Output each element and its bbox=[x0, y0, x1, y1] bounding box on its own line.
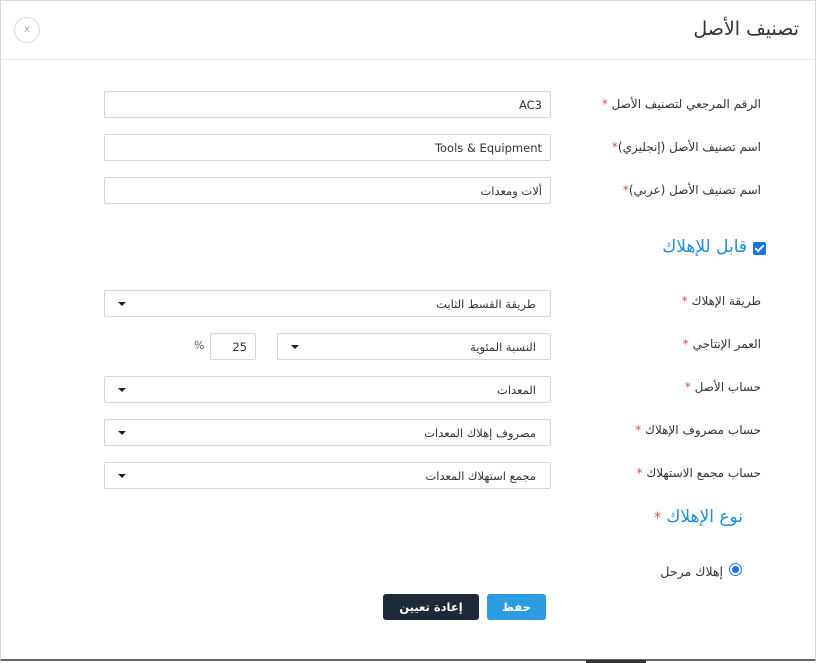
accum-account-label bbox=[637, 466, 761, 480]
chevron-down-icon bbox=[291, 345, 299, 349]
name-ar-input[interactable]: ألات ومعدات bbox=[104, 177, 551, 204]
close-icon[interactable]: x bbox=[14, 17, 40, 43]
chevron-down-icon bbox=[118, 388, 126, 392]
ref-input[interactable]: AC3 bbox=[104, 91, 551, 118]
accum-account-value: مجمع استهلاك المعدات bbox=[425, 469, 536, 483]
chevron-down-icon bbox=[118, 302, 126, 306]
life-type-value: النسبة المئوية bbox=[470, 340, 536, 354]
required-mark: * bbox=[681, 294, 688, 308]
asset-account-select[interactable] bbox=[104, 376, 551, 403]
chevron-down-icon bbox=[118, 474, 126, 478]
accum-account-select[interactable] bbox=[104, 462, 551, 489]
method-select-value: طريقة القسط الثابت bbox=[436, 297, 536, 311]
dep-type-radio[interactable] bbox=[729, 563, 742, 576]
method-label-text: طريقة الإهلاك bbox=[691, 294, 761, 308]
required-mark: * bbox=[601, 97, 608, 111]
modal-title: تصنيف الأصل bbox=[693, 18, 799, 40]
name-en-label bbox=[612, 140, 761, 154]
required-mark: * bbox=[622, 183, 629, 197]
method-label bbox=[682, 294, 761, 308]
save-button[interactable]: حفظ bbox=[487, 594, 546, 620]
dep-type-option-label: إهلاك مرحل bbox=[660, 564, 723, 579]
name-ar-label-text: اسم تصنيف الأصل (عربي) bbox=[628, 183, 761, 197]
chevron-down-icon bbox=[118, 431, 126, 435]
ref-label bbox=[602, 97, 761, 111]
expense-account-select[interactable] bbox=[104, 419, 551, 446]
name-ar-label bbox=[623, 183, 761, 197]
depreciable-label: قابل للإهلاك bbox=[662, 237, 747, 257]
name-en-input[interactable]: Tools & Equipment bbox=[104, 134, 551, 161]
dep-type-title bbox=[654, 507, 743, 527]
required-mark: * bbox=[611, 140, 618, 154]
percent-sign: % bbox=[194, 339, 205, 352]
asset-account-value: المعدات bbox=[497, 383, 536, 397]
ref-label-text: الرقم المرجعي لتصنيف الأصل bbox=[611, 97, 761, 111]
expense-account-label-text: حساب مصروف الإهلاك bbox=[645, 423, 761, 437]
depreciable-checkbox[interactable] bbox=[753, 242, 766, 255]
expense-account-label bbox=[635, 423, 761, 437]
accum-account-label-text: حساب مجمع الاستهلاك bbox=[646, 466, 761, 480]
asset-account-label-text: حساب الأصل bbox=[694, 380, 761, 394]
required-mark: * bbox=[636, 466, 643, 480]
modal-header bbox=[1, 1, 815, 60]
required-mark: * bbox=[635, 423, 642, 437]
required-mark: * bbox=[682, 337, 689, 351]
expense-account-value: مصروف إهلاك المعدات bbox=[424, 426, 536, 440]
life-label-text: العمر الإنتاجي bbox=[692, 337, 761, 351]
life-label bbox=[683, 337, 761, 351]
life-number-input[interactable]: 25 bbox=[210, 333, 256, 360]
dep-type-title-text: نوع الإهلاك bbox=[666, 507, 743, 527]
reset-button[interactable]: إعادة تعيين bbox=[383, 594, 479, 620]
life-type-select[interactable] bbox=[277, 333, 551, 360]
required-mark: * bbox=[684, 380, 691, 394]
asset-account-label bbox=[685, 380, 761, 394]
method-select[interactable] bbox=[104, 290, 551, 317]
name-en-label-text: اسم تصنيف الأصل (إنجليزي) bbox=[617, 140, 761, 154]
required-mark: * bbox=[653, 510, 661, 526]
